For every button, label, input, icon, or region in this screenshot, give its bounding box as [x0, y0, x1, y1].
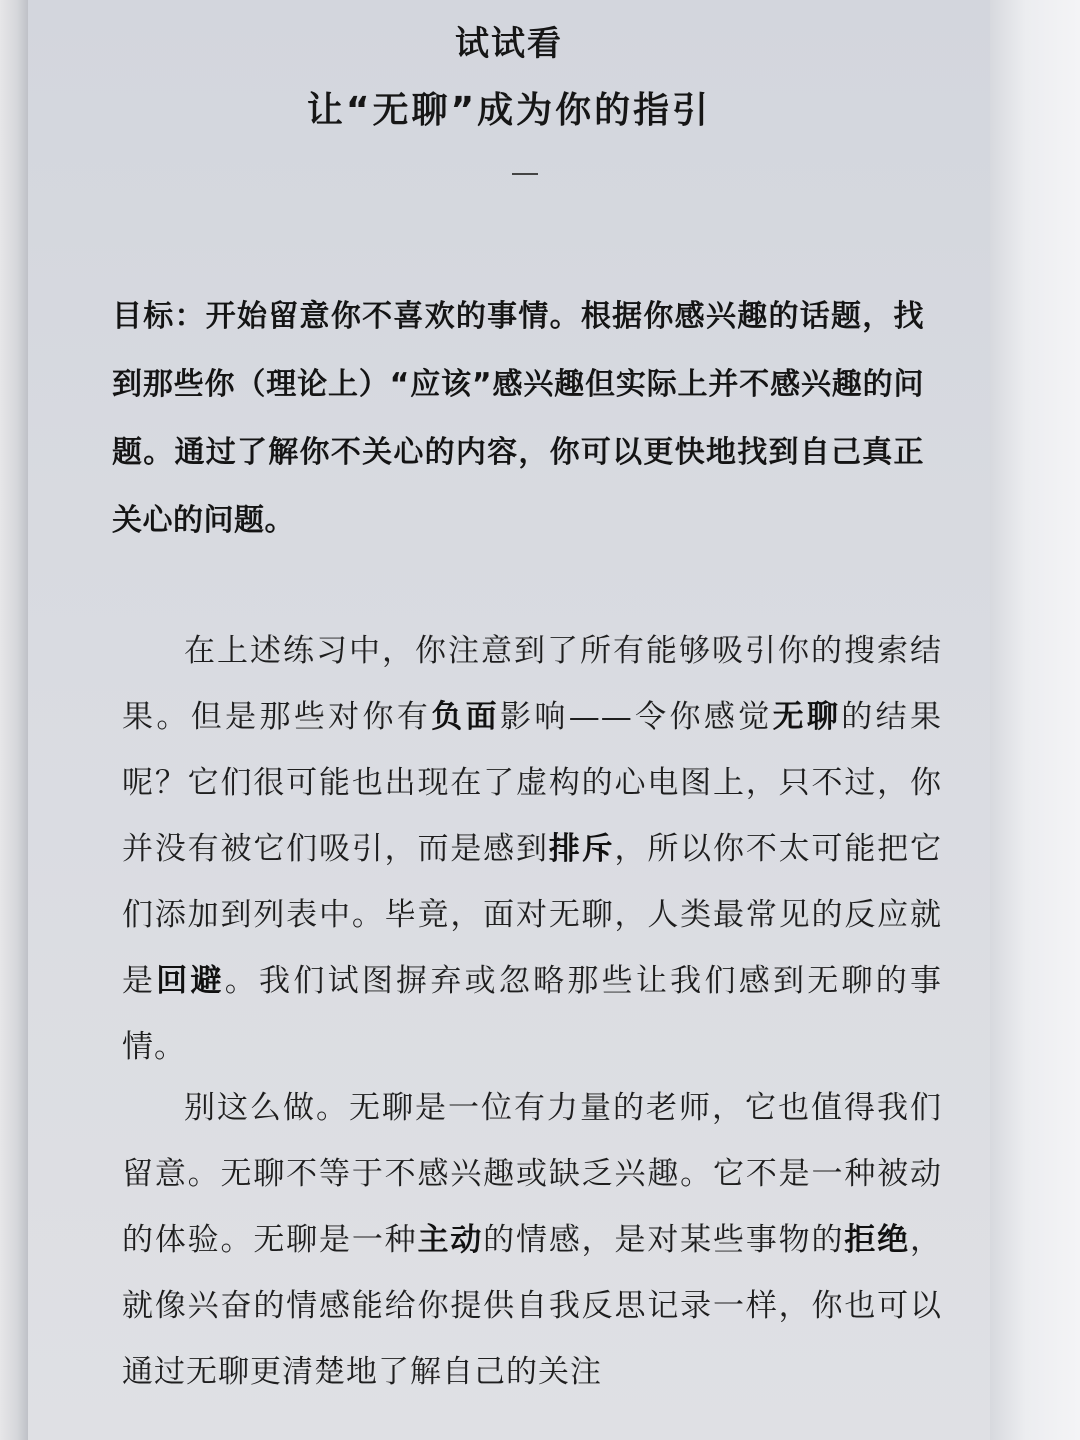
paragraph-1 — [122, 618, 942, 1080]
title-divider — [512, 173, 538, 175]
emphasis-boring: 无聊 — [772, 699, 842, 735]
paragraph-1-text: 。我们试图摒弃或忽略那些让我们感到无聊的事情。 — [122, 963, 943, 1065]
right-page-edge — [990, 0, 1080, 1440]
emphasis-repel: 排斥 — [548, 831, 615, 867]
paragraph-1-text: 在上述练习中，你注意到了所有能够吸引你的搜索结果。但是那些对你有 — [122, 633, 942, 735]
paragraph-2-text: 的情感，是对某些事物的 — [483, 1222, 845, 1258]
left-page-edge — [0, 0, 28, 1440]
goal-text: 目标：开始留意你不喜欢的事情。根据你感兴趣的话题，找到那些你（理论上）“应该”感兴趣但实际上并不感兴趣的问题。通过了解你不关心的内容，你可以更快地找到自己真正关心的问题。 — [112, 299, 924, 538]
section-label: 试试看 — [455, 24, 563, 64]
section-title: 让“无聊”成为你的指引 — [306, 90, 712, 131]
emphasis-active: 主动 — [417, 1222, 484, 1258]
paragraph-2 — [122, 1075, 942, 1405]
book-page — [28, 0, 990, 1440]
emphasis-negative: 负面 — [431, 699, 501, 735]
paragraph-1-text: 的结果呢？它们很可能也出现在了虚构的心电图上，只不过，你并没有被它们吸引，而是感到 — [122, 699, 943, 867]
emphasis-avoid: 回避 — [156, 963, 225, 999]
paragraph-1-text: 影响——令你感觉 — [500, 699, 773, 735]
paragraph-1-text: ，所以你不太可能把它们添加到列表中。毕竟，面对无聊，人类最常见的反应就是 — [122, 831, 943, 999]
paragraph-2-text: ，就像兴奋的情感能给你提供自我反思记录一样，你也可以通过无聊更清楚地了解自己的关注 — [122, 1222, 943, 1390]
emphasis-reject: 拒绝 — [844, 1222, 911, 1258]
paragraph-2-text: 别这么做。无聊是一位有力量的老师，它也值得我们留意。无聊不等于不感兴趣或缺乏兴趣。它不是一种被动的体验。无聊是一种 — [122, 1090, 942, 1258]
